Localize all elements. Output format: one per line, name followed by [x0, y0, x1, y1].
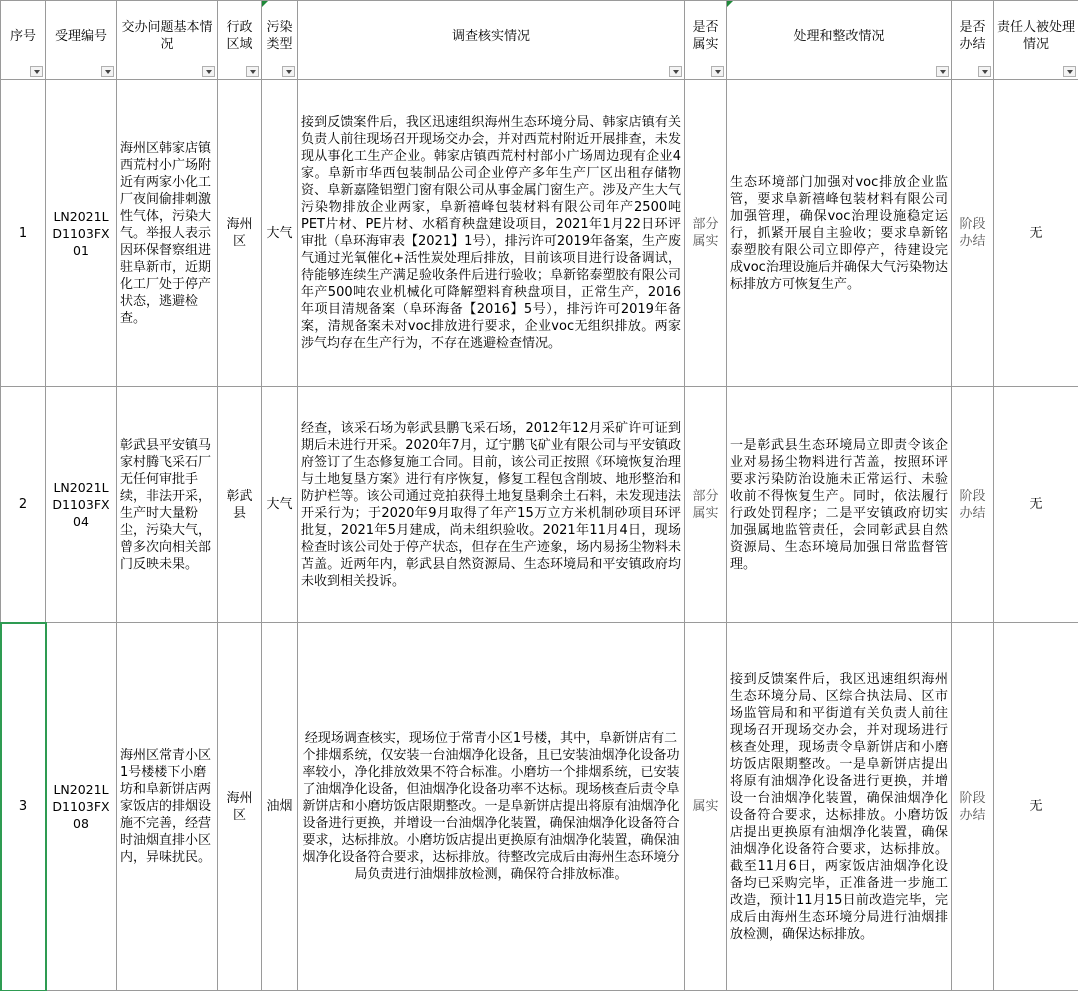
cell-accept-no[interactable]: LN2021LD1103FX04: [46, 387, 117, 623]
table-row: [1, 80, 1078, 387]
header-is-true[interactable]: 是否属实: [685, 1, 727, 80]
cell-pollution[interactable]: 大气: [262, 387, 298, 623]
filter-dropdown-icon[interactable]: [202, 66, 215, 77]
cell-seq[interactable]: 3: [1, 623, 46, 991]
header-problem[interactable]: 交办问题基本情况: [117, 1, 218, 80]
header-seq[interactable]: 序号: [1, 1, 46, 80]
cell-is-true[interactable]: 部分属实: [685, 387, 727, 623]
filter-dropdown-icon[interactable]: [711, 66, 724, 77]
header-row: [1, 1, 1078, 80]
cell-concluded[interactable]: 阶段办结: [952, 80, 994, 387]
cell-region[interactable]: 海州区: [218, 80, 262, 387]
header-accept-no[interactable]: 受理编号: [46, 1, 117, 80]
cell-problem[interactable]: 海州区韩家店镇西荒村小广场附近有两家小化工厂夜间偷排刺激性气体，污染大气。举报人表示因环保督察组进驻阜新市，近期化工厂处于停产状态，逃避检查。: [117, 80, 218, 387]
filter-dropdown-icon[interactable]: [30, 66, 43, 77]
header-pollution[interactable]: 污染类型: [262, 1, 298, 80]
cell-seq[interactable]: 1: [1, 80, 46, 387]
cell-pollution[interactable]: 大气: [262, 80, 298, 387]
cell-region[interactable]: 彰武县: [218, 387, 262, 623]
cell-handling[interactable]: 接到反馈案件后，我区迅速组织海州生态环境分局、区综合执法局、区市场监管局和和平街道有关负责人前往现场召开现场交办会，并对现场进行核查处理，现场责令阜新饼店和小磨坊饭店限期整改。一是阜新饼店提出将原有油烟净化设备进行更换，并增设一台油烟净化装置，确保油烟净化设备符合要求，达标排放。小磨坊饭店提出更换原有油烟净化装置，确保油烟净化设备符合要求，达标排放。截至11月6日，两家饭店油烟净化设备均已采购完毕，正准备进一步施工改造，预计11月15日前改造完毕，完成后由海州生态环境分局进行油烟排放检测，确保达标排放。: [727, 623, 952, 991]
filter-dropdown-icon[interactable]: [1063, 66, 1076, 77]
cell-seq[interactable]: 2: [1, 387, 46, 623]
cell-concluded[interactable]: 阶段办结: [952, 623, 994, 991]
cell-accountability[interactable]: 无: [994, 387, 1078, 623]
cell-handling[interactable]: 一是彰武县生态环境局立即责令该企业对易扬尘物料进行苫盖，按照环评要求污染防治设施未正常运行、未验收前不得恢复生产。同时，依法履行行政处罚程序；二是平安镇政府切实加强属地监管责任，会同彰武县自然资源局、生态环境局加强日常监督管理。: [727, 387, 952, 623]
cell-handling[interactable]: 生态环境部门加强对voc排放企业监管，要求阜新禧峰包装材料有限公司加强管理，确保voc治理设施稳定运行，抓紧开展自主验收；要求阜新铭泰塑胶有限公司立即停产，待建设完成voc治理设施后并确保大气污染物达标排放方可恢复生产。: [727, 80, 952, 387]
cell-region[interactable]: 海州区: [218, 623, 262, 991]
table-row: [1, 387, 1078, 623]
filter-dropdown-icon[interactable]: [978, 66, 991, 77]
header-concluded[interactable]: 是否办结: [952, 1, 994, 80]
cell-accountability[interactable]: 无: [994, 80, 1078, 387]
filter-dropdown-icon[interactable]: [282, 66, 295, 77]
comment-marker-icon: [727, 1, 733, 7]
cell-accept-no[interactable]: LN2021LD1103FX01: [46, 80, 117, 387]
cell-concluded[interactable]: 阶段办结: [952, 387, 994, 623]
cell-is-true[interactable]: 部分属实: [685, 80, 727, 387]
cell-accountability[interactable]: 无: [994, 623, 1078, 991]
cell-problem[interactable]: 海州区常青小区1号楼楼下小磨坊和阜新饼店两家饭店的排烟设施不完善，经营时油烟直排小区内，异味扰民。: [117, 623, 218, 991]
table-row: [1, 623, 1078, 991]
cell-accept-no[interactable]: LN2021LD1103FX08: [46, 623, 117, 991]
cell-investigation[interactable]: 接到反馈案件后，我区迅速组织海州生态环境分局、韩家店镇有关负责人前往现场召开现场交办会，并对西荒村附近开展排查，未发现从事化工生产企业。韩家店镇西荒村村部小广场周边现有企业4家。阜新市华西包装制品公司企业停产多年生产厂区出租存储物资、阜新嘉隆铝塑门窗有限公司从事金属门窗生产。涉及产生大气污染物排放企业两家，阜新禧峰包装材料有限公司年产2500吨PET片材、PE片材、水稻育秧盘建设项目，2021年1月22日环评审批（阜环海审表【2021】1号），排污许可2019年备案，生产废气通过光氧催化+活性炭处理后排放，目前该项目进行设备调试，待能够连续生产满足验收条件后进行验收；阜新铭泰塑胶有限公司年产500吨农业机械化可降解塑料育秧盘项目，正常生产，2016年项目清规备案（阜环海备【2016】5号），排污许可2019年备案，清规备案未对voc排放进行要求，企业voc无组织排放。两家涉气均存在生产行为，不存在逃避检查情况。: [298, 80, 685, 387]
cell-is-true[interactable]: 属实: [685, 623, 727, 991]
cell-problem[interactable]: 彰武县平安镇马家村腾飞采石厂无任何审批手续，非法开采，生产时大量粉尘，污染大气，曾多次向相关部门反映未果。: [117, 387, 218, 623]
filter-dropdown-icon[interactable]: [101, 66, 114, 77]
filter-dropdown-icon[interactable]: [936, 66, 949, 77]
cell-pollution[interactable]: 油烟: [262, 623, 298, 991]
header-handling[interactable]: 处理和整改情况: [727, 1, 952, 80]
filter-dropdown-icon[interactable]: [669, 66, 682, 77]
comment-marker-icon: [262, 1, 268, 7]
cell-investigation[interactable]: 经查，该采石场为彰武县鹏飞采石场，2012年12月采矿许可证到期后未进行开采。2020年7月，辽宁鹏飞矿业有限公司与平安镇政府签订了生态修复施工合同。目前，该公司正按照《环境恢复治理与土地复垦方案》进行有序恢复，修复工程包含削坡、地形整治和防护栏等。该公司通过竞拍获得土地复垦剩余土石料，未发现违法开采行为；于2020年9月取得了年产15万立方米机制砂项目环评批复，2021年5月建成，尚未组织验收。2021年11月4日，现场检查时该公司处于停产状态，但存在生产迹象，场内易扬尘物料未苫盖。近两年内，彰武县自然资源局、生态环境局和平安镇政府均未收到相关投诉。: [298, 387, 685, 623]
header-region[interactable]: 行政区域: [218, 1, 262, 80]
header-investigation[interactable]: 调查核实情况: [298, 1, 685, 80]
filter-dropdown-icon[interactable]: [246, 66, 259, 77]
header-accountability[interactable]: 责任人被处理情况: [994, 1, 1078, 80]
cell-investigation[interactable]: 经现场调查核实，现场位于常青小区1号楼，其中，阜新饼店有二个排烟系统，仅安装一台油烟净化设备，且已安装油烟净化设备功率较小，净化排放效果不符合标准。小磨坊一个排烟系统，已安装了油烟净化设备，但油烟净化设备功率不达标。现场核查后责令阜新饼店和小磨坊饭店限期整改。一是阜新饼店提出将原有油烟净化设备进行更换，并增设一台油烟净化装置，确保油烟净化设备符合要求，达标排放。小磨坊饭店提出更换原有油烟净化装置，确保油烟净化设备符合要求，达标排放。待整改完成后由海州生态环境分局负责进行油烟排放检测，确保符合排放标准。: [298, 623, 685, 991]
